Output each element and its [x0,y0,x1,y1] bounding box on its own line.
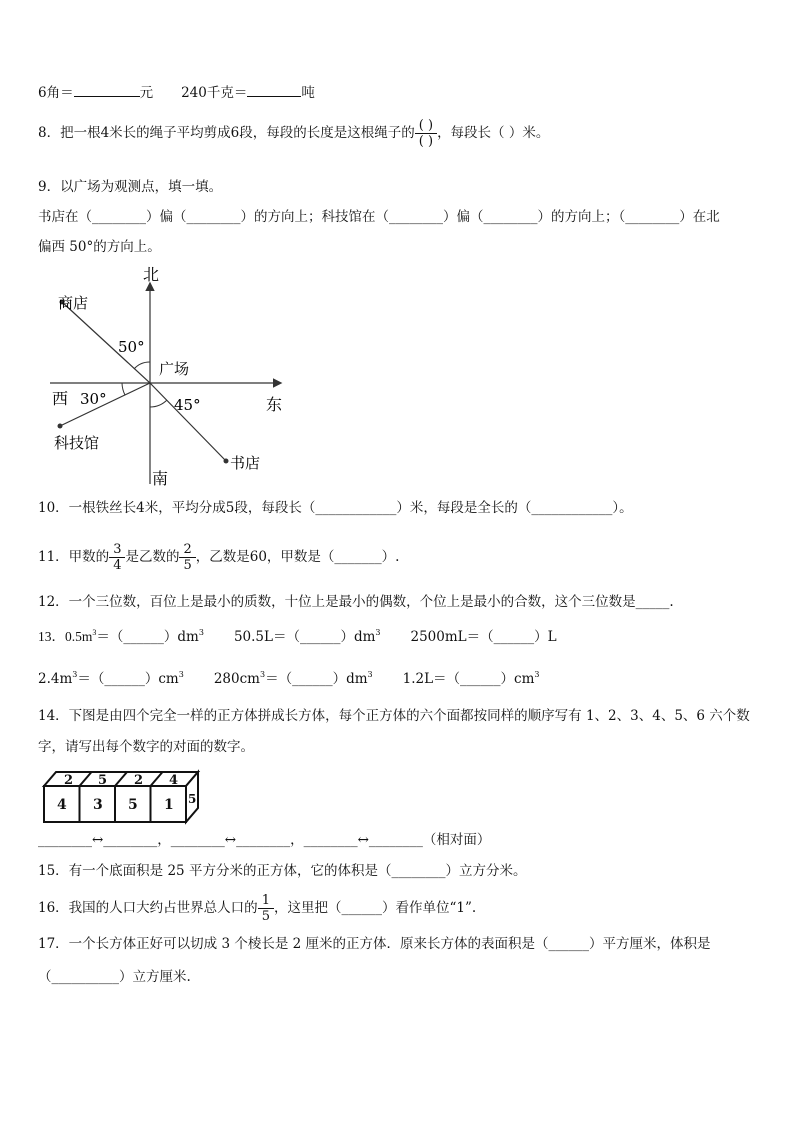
label-west: 西 [52,389,69,408]
cube2-top-number: 5 [98,773,108,788]
label-angle-45: 45° [174,396,201,414]
q7-text: 元 [139,85,154,101]
label-north: 北 [143,265,160,284]
angle-arc-shop [134,362,150,369]
q8-text: 8．把一根4米长的绳子平均剪成6段，每段的长度是这根绳子的 [38,125,415,141]
q11-text: 是乙数的 [125,549,180,565]
question-9-line2: 偏西 50°的方向上。 [38,239,161,255]
question-15: 15．有一个底面积是 25 平方分米的正方体，它的体积是（________）立方分米。 [38,863,527,879]
q11-text: 11．甲数的 [38,549,110,565]
direction-diagram [40,262,300,490]
fraction-1-5: $\frac{1}{5}$ [260,893,272,924]
question-10: 10．一根铁丝长4米，平均分成5段，每段长（____________）米，每段是全长的（____________）。 [38,500,633,516]
cube2-front-number: 3 [93,797,103,813]
label-shop: 商店 [58,294,89,312]
label-bookstore: 书店 [230,454,261,472]
fraction-3-4: $\frac{3}{4}$ [111,542,123,573]
question-16 [38,893,476,924]
cube1-top-number: 2 [64,773,74,788]
question-17-line2: （__________）立方厘米. [38,969,191,985]
cube4-side-number: 5 [188,792,197,806]
answer-blank[interactable] [247,83,301,97]
q7-text: 240千克＝ [181,85,248,101]
cube3-top-number: 2 [134,773,144,788]
cube4-top-number: 4 [169,773,179,788]
q7-text: 6角＝ [38,85,74,101]
bookstore-point [224,459,229,464]
question-12: 12．一个三位数，百位上是最小的质数，十位上是最小的偶数，个位上是最小的合数，这个三位数是_____. [38,594,674,610]
question-11 [38,542,399,573]
answer-blank[interactable] [74,83,140,97]
question-17-line1: 17．一个长方体正好可以切成 3 个棱长是 2 厘米的正方体．原来长方体的表面积是（______）平方厘米，体积是 [38,936,711,952]
fraction-2-5: $\frac{2}{5}$ [181,542,193,573]
q7-conversion-line [38,83,315,102]
question-13-row1: 13．$0.5m^3=(\_\_\_\_\_\_)dm^3$ $50.5L=(\_\_\_\_\_\_)dm^3$ 2500mL＝（______）L [38,628,557,645]
label-south: 南 [152,469,169,488]
q11-text: ，乙数是60，甲数是（_______）. [195,549,400,565]
q8-text: ，每段长（ ）米。 [437,125,550,141]
q7-text: 吨 [301,85,315,101]
q16-text: 16．我国的人口大约占世界总人口的 [38,900,258,916]
cube4-front-number: 1 [164,797,174,813]
label-angle-50: 50° [118,338,145,356]
cube-row-figure [40,766,210,826]
label-center: 广场 [159,360,190,378]
q8-fraction[interactable]: $\frac{( )}{( )}$ [417,118,435,149]
question-14-line1: 14．下图是由四个完全一样的正方体拼成长方体，每个正方体的六个面都按同样的顺序写有 1、2、3、4、5、6 六个数 [38,708,750,724]
question-9-title: 9．以广场为观测点，填一填。 [38,179,223,195]
ray-bookstore [150,383,226,461]
question-14-answer[interactable]: ________↔________，________↔________，________↔________（相对面） [38,832,491,848]
question-13-row2: $2.4m^3=(\_\_\_\_\_\_)cm^3$ $280cm^3=(\_\_\_\_\_\_)dm^3$ $1.2L=(\_\_\_\_\_\_)cm^3$ [38,670,540,687]
label-east: 东 [266,395,283,414]
angle-arc-bookstore [150,400,167,407]
question-9-line1: 书店在（________）偏（________）的方向上；科技馆在（________）偏（________）的方向上；（________）在北 [38,209,720,225]
question-14-line2: 字，请写出每个数字的对面的数字。 [38,739,254,755]
question-8 [38,118,549,149]
label-museum: 科技馆 [54,434,100,452]
angle-arc-museum [122,383,125,395]
cube3-front-number: 5 [128,797,138,813]
museum-point [58,424,63,429]
cube1-front-number: 4 [57,797,67,813]
q16-text: ，这里把（______）看作单位“1”. [273,900,477,916]
label-angle-30: 30° [80,390,107,408]
